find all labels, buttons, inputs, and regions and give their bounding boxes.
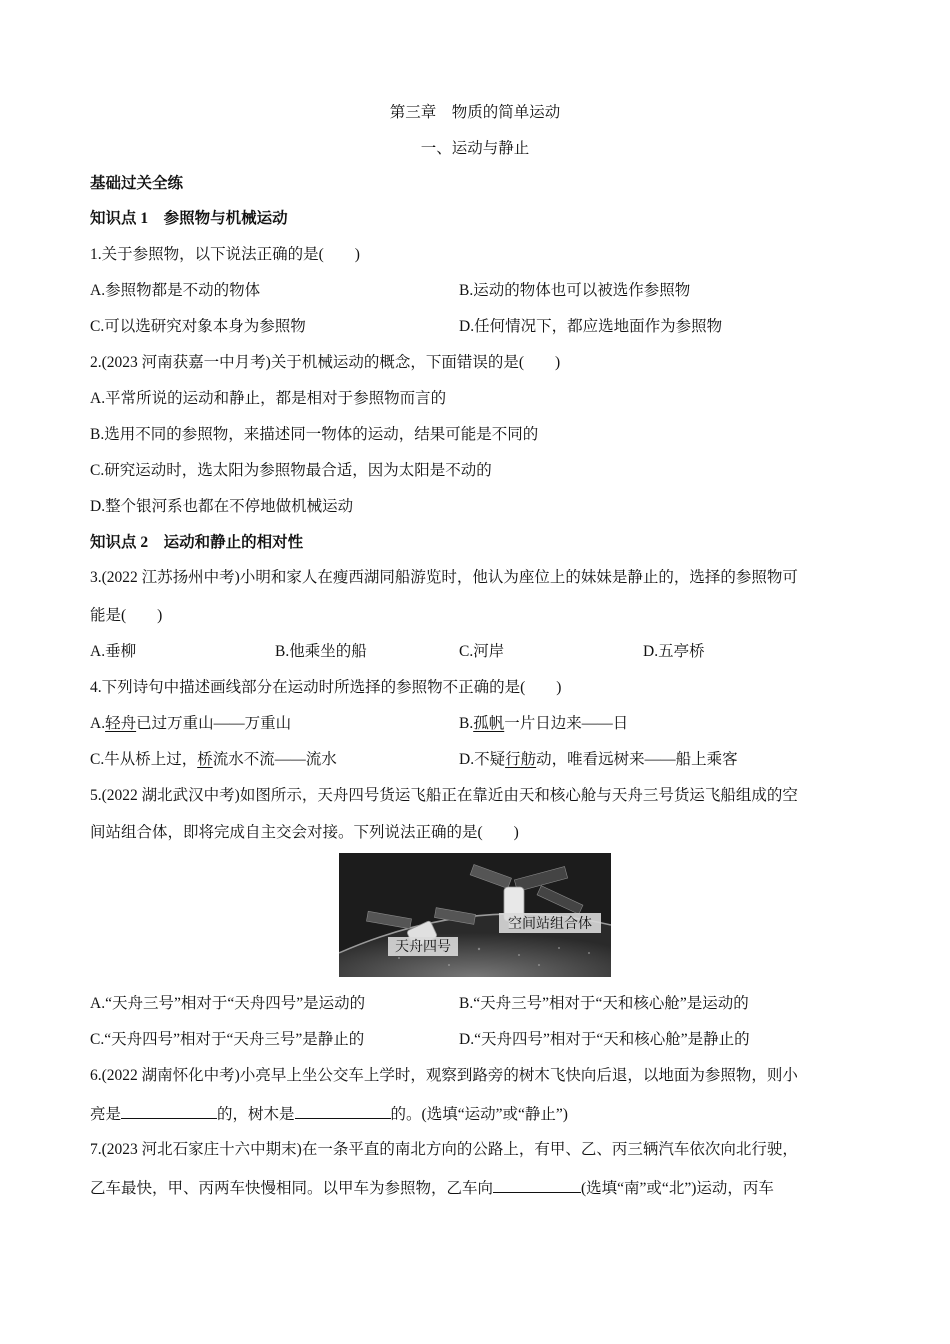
- q2-stem: 2.(2023 河南获嘉一中月考)关于机械运动的概念，下面错误的是( ): [90, 354, 561, 371]
- q4-c-underlined: 桥: [197, 751, 213, 768]
- q2-option-b: B.选用不同的参照物，来描述同一物体的运动，结果可能是不同的: [90, 426, 539, 443]
- q4-option-b: B.孤帆一片日边来——日: [459, 715, 629, 732]
- q3-option-b: B.他乘坐的船: [275, 643, 367, 660]
- q4-stem: 4.下列诗句中描述画线部分在运动时所选择的参照物不正确的是( ): [90, 679, 562, 696]
- q3-stem-line2: 能是( ): [90, 607, 163, 624]
- q1-option-a: A.参照物都是不动的物体: [90, 282, 261, 299]
- q7-line2: 乙车最快，甲、丙两车快慢相同。以甲车为参照物，乙车向 (选填“南”或“北”)运动，丙车: [90, 1177, 774, 1199]
- space-station-figure: [339, 853, 611, 977]
- q1-option-b: B.运动的物体也可以被选作参照物: [459, 282, 691, 299]
- q2-option-c: C.研究运动时，选太阳为参照物最合适，因为太阳是不动的: [90, 462, 492, 479]
- q2-option-d: D.整个银河系也都在不停地做机械运动: [90, 498, 354, 515]
- q6-line1: 6.(2022 湖南怀化中考)小亮早上坐公交车上学时，观察到路旁的树木飞快向后退，以地面为参照物，则小: [90, 1067, 798, 1084]
- q1-stem: 1.关于参照物，以下说法正确的是( ): [90, 246, 360, 263]
- q3-option-d: D.五亭桥: [643, 643, 705, 660]
- q5-option-d: D.“天舟四号”相对于“天和核心舱”是静止的: [459, 1031, 750, 1048]
- q5-option-c: C.“天舟四号”相对于“天舟三号”是静止的: [90, 1031, 365, 1048]
- q6-line2: 亮是 的，树木是 的。(选填“运动”或“静止”): [90, 1103, 568, 1125]
- section-title: 一、运动与静止: [420, 140, 530, 157]
- q5-option-b: B.“天舟三号”相对于“天和核心舱”是运动的: [459, 995, 749, 1012]
- q4-option-c: C.牛从桥上过，桥流水不流——流水: [90, 751, 337, 768]
- q7-blank-1[interactable]: [493, 1177, 581, 1193]
- q6-blank-2[interactable]: [295, 1103, 391, 1119]
- q5-stem-line1: 5.(2022 湖北武汉中考)如图所示，天舟四号货运飞船正在靠近由天和核心舱与天舟三号货运飞船组成的空: [90, 787, 798, 804]
- q3-option-a: A.垂柳: [90, 643, 137, 660]
- q3-option-c: C.河岸: [459, 643, 505, 660]
- figure-label-ship: 天舟四号: [395, 939, 451, 955]
- q5-stem-line2: 间站组合体，即将完成自主交会对接。下列说法正确的是( ): [90, 824, 519, 841]
- q6-blank-1[interactable]: [121, 1103, 217, 1119]
- q3-stem-line1: 3.(2022 江苏扬州中考)小明和家人在瘦西湖同船游览时，他认为座位上的妹妹是静止的，选择的参照物可: [90, 569, 798, 586]
- q4-option-d: D.不疑行舫动，唯看远树来——船上乘客: [459, 751, 738, 768]
- figure-label-station: 空间站组合体: [508, 916, 592, 932]
- knowledge-point-2: 知识点 2 运动和静止的相对性: [90, 534, 304, 551]
- q4-b-underlined: 孤帆: [473, 715, 505, 732]
- q4-option-a: A.轻舟已过万重山——万重山: [90, 715, 292, 732]
- q7-line1: 7.(2023 河北石家庄十六中期末)在一条平直的南北方向的公路上，有甲、乙、丙三辆汽车依次向北行驶，: [90, 1141, 798, 1158]
- knowledge-point-1: 知识点 1 参照物与机械运动: [90, 210, 288, 227]
- practice-heading: 基础过关全练: [90, 175, 184, 192]
- q5-option-a: A.“天舟三号”相对于“天舟四号”是运动的: [90, 995, 366, 1012]
- q1-option-d: D.任何情况下，都应选地面作为参照物: [459, 318, 723, 335]
- q4-d-underlined: 行舫: [505, 751, 537, 768]
- q4-a-underlined: 轻舟: [105, 715, 137, 732]
- q1-option-c: C.可以选研究对象本身为参照物: [90, 318, 306, 335]
- q2-option-a: A.平常所说的运动和静止，都是相对于参照物而言的: [90, 390, 447, 407]
- chapter-title: 第三章 物质的简单运动: [389, 104, 561, 121]
